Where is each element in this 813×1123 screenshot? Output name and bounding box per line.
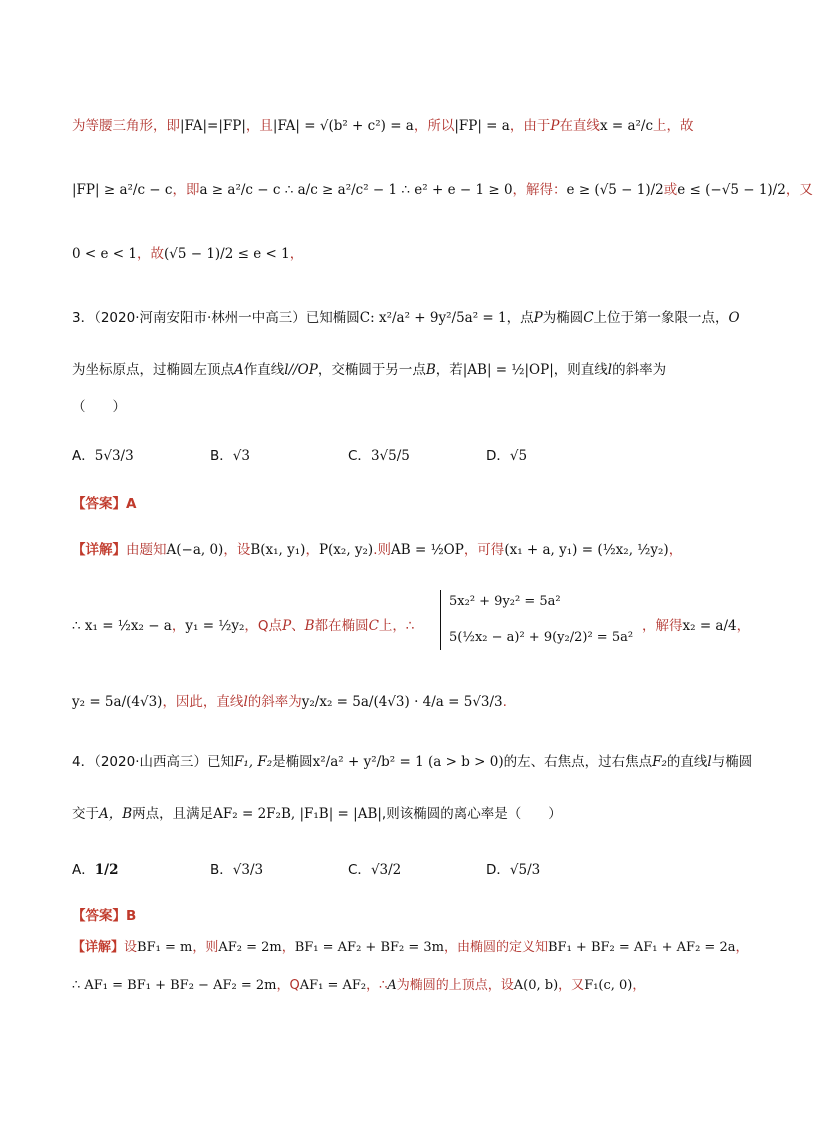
q3-ellipse-equation: C: x²/a² + 9y²/5a² = 1 — [359, 310, 507, 326]
math-e-range: 0 < e < 1 — [72, 246, 137, 262]
q3-option-a[interactable]: A．5√3/3 — [72, 448, 134, 464]
answer-value: A — [126, 496, 137, 512]
q3-option-d[interactable]: D．√5 — [486, 448, 528, 464]
answer-value: B — [126, 908, 137, 924]
q3-slope-result: y₂/x₂ = 5a/(4√3) · 4/a = 5√3/3 — [301, 694, 503, 710]
q4-option-c[interactable]: C．√3/2 — [348, 862, 402, 878]
q4-ellipse-equation: x²/a² + y²/b² = 1 (a > b > 0) — [312, 754, 504, 770]
q4-condition: AF₂ = 2F₂B, |F₁B| = |AB| — [213, 806, 382, 822]
q4-number: 4． — [72, 754, 95, 770]
continuation-line-3: 0 < e < 1，故(√5 − 1)/2 ≤ e < 1， — [72, 246, 304, 262]
q4-line-2: 交于A，B两点，且满足AF₂ = 2F₂B, |F₁B| = |AB|,则该椭圆的离心率是（ ） — [72, 806, 562, 822]
q4-answer — [72, 906, 754, 926]
detail-tag: 【详解】 — [72, 542, 126, 558]
system-equation-1: 5x₂² + 9y₂² = 5a² — [449, 594, 561, 609]
q3-line-2: 为坐标原点，过椭圆左顶点A作直线l//OP，交椭圆于另一点B，若|AB| = ½|OP|，则直线l的斜率为 — [72, 362, 667, 378]
math-directrix: x = a²/c — [599, 118, 654, 134]
q4-option-d[interactable]: D．√5/3 — [486, 862, 541, 878]
q4-detail-line-1: 【详解】设BF₁ = m，则AF₂ = 2m，BF₁ = AF₂ + BF₂ = 3m，由椭圆的定义知BF₁ + BF₂ = AF₁ + AF₂ = 2a， — [72, 940, 749, 955]
q4-source: （2020·山西高三） — [94, 754, 207, 770]
q3-source: （2020·河南安阳市·林州一中高三） — [94, 310, 306, 326]
answer-tag: 【答案】 — [72, 908, 126, 924]
q4-line-1: 4．（2020·山西高三）已知F₁, F₂是椭圆x²/a² + y²/b² = 1 (a > b > 0)的左、右焦点，过右焦点F₂的直线l与椭圆 — [72, 754, 753, 770]
q3-option-b[interactable]: B．√3 — [210, 448, 250, 464]
continuation-line-2: |FP| ≥ a²/c − c，即a ≥ a²/c − c ∴ a/c ≥ a²/c² − 1 ∴ e² + e − 1 ≥ 0，解得：e ≥ (√5 − 1)/2或e ≤ (−√5 − 1)/2，又 — [72, 182, 813, 198]
q4-option-a[interactable]: A．1/2 — [72, 862, 119, 878]
q3-line-1: 3．（2020·河南安阳市·林州一中高三）已知椭圆C: x²/a² + 9y²/5a² = 1，点P为椭圆C上位于第一象限一点，O — [72, 310, 740, 326]
math-fa-value: |FA| = √(b² + c²) = a — [272, 118, 414, 134]
q3-detail-line-3: y₂ = 5a/(4√3)，因此，直线l的斜率为y₂/x₂ = 5a/(4√3) · 4/a = 5√3/3. — [72, 694, 507, 710]
q3-solve: ，解得x₂ = a/4， — [642, 618, 751, 634]
q3-answer — [72, 494, 754, 514]
math-fp-value: |FP| = a — [454, 118, 510, 134]
q3-condition: |AB| = ½|OP| — [462, 362, 554, 378]
math-fp-ineq: |FP| ≥ a²/c − c — [72, 182, 173, 198]
math-e-result: (√5 − 1)/2 ≤ e < 1 — [163, 246, 290, 262]
math-e-root-2: e ≤ (−√5 − 1)/2 — [677, 182, 786, 198]
q3-detail-line-2: ∴ x₁ = ½x₂ − a，y₁ = ½y₂，Q点P、B都在椭圆C上，∴ — [72, 618, 415, 634]
continuation-line-1: 为等腰三角形，即|FA|=|FP|，且|FA| = √(b² + c²) = a，所以|FP| = a，由于P在直线x = a²/c上，故 — [72, 118, 694, 134]
math-e-root-1: e ≥ (√5 − 1)/2 — [566, 182, 664, 198]
q3-equation-system — [440, 590, 633, 650]
q4-option-b[interactable]: B．√3/3 — [210, 862, 264, 878]
math-fa-eq-fp: |FA|=|FP| — [180, 118, 246, 134]
math-e-quadratic: a ≥ a²/c − c ∴ a/c ≥ a²/c² − 1 ∴ e² + e − 1 ≥ 0 — [199, 182, 513, 198]
q3-option-c[interactable]: C．3√5/5 — [348, 448, 410, 464]
q3-blank: （ ） — [72, 399, 126, 415]
detail-tag: 【详解】 — [72, 940, 125, 955]
q4-detail-line-2: ∴ AF₁ = BF₁ + BF₂ − AF₂ = 2m，QAF₁ = AF₂，∴A为椭圆的上顶点，设A(0, b)，又F₁(c, 0)， — [72, 978, 646, 993]
system-equation-2: 5(½x₂ − a)² + 9(y₂/2)² = 5a² — [449, 630, 634, 645]
q3-number: 3． — [72, 310, 95, 326]
answer-tag: 【答案】 — [72, 496, 126, 512]
q3-detail-line-1: 【详解】由题知A(−a, 0)，设B(x₁, y₁)，P(x₂, y₂).则AB = ½OP，可得(x₁ + a, y₁) = (½x₂, ½y₂)， — [72, 542, 683, 558]
